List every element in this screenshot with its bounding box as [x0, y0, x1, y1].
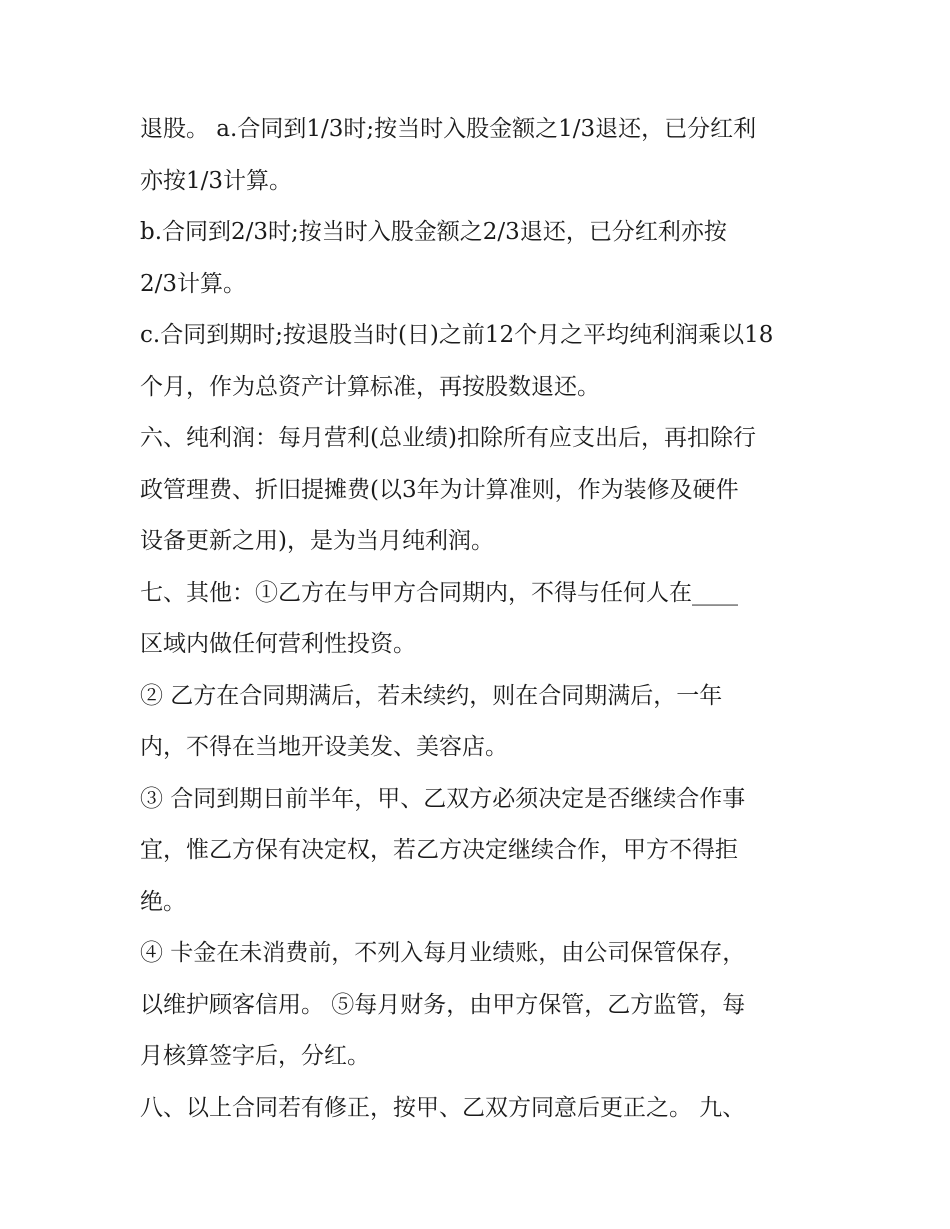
text-line: 七、其他：①乙方在与甲方合同期内，不得与任何人在____	[140, 579, 738, 606]
text-line: 2/3计算。	[140, 270, 247, 297]
text-line: 六、纯利润：每月营利(总业绩)扣除所有应支出后，再扣除行	[140, 425, 756, 451]
text-line: 八、以上合同若有修正，按甲、乙双方同意后更正之。 九、	[140, 1094, 746, 1121]
text-line: b.合同到2/3时;按当时入股金额之2/3退还，已分红利亦按	[140, 219, 727, 245]
text-line: ④ 卡金在未消费前，不列入每月业绩账，由公司保管保存，	[140, 940, 746, 966]
text-line: 个月，作为总资产计算标准，再按股数退还。	[140, 373, 600, 400]
text-line: 亦按1/3计算。	[140, 167, 293, 194]
text-line: 以维护顾客信用。 ⑤每月财务，由甲方保管，乙方监管，每	[140, 991, 746, 1018]
text-line: 区域内做任何营利性投资。	[140, 631, 416, 657]
text-line: 内，不得在当地开设美发、美容店。	[140, 734, 508, 760]
text-line: 绝。	[140, 888, 186, 915]
text-line: 月核算签字后，分红。	[140, 1043, 370, 1069]
text-line: c.合同到期时;按退股当时(日)之前12个月之平均纯利润乘以18	[140, 322, 774, 348]
text-line: 宜，惟乙方保有决定权，若乙方决定继续合作，甲方不得拒	[140, 837, 738, 863]
text-line: 设备更新之用)，是为当月纯利润。	[140, 528, 494, 554]
text-line: 政管理费、折旧提摊费(以3年为计算准则，作为装修及硬件	[140, 476, 739, 503]
text-line: 退股。 a.合同到1/3时;按当时入股金额之1/3退还，已分红利	[140, 116, 757, 142]
text-line: ② 乙方在合同期满后，若未续约，则在合同期满后，一年	[140, 682, 723, 709]
text-line: ③ 合同到期日前半年，甲、乙双方必须决定是否继续合作事	[140, 785, 746, 812]
contract-text-body	[140, 104, 830, 1134]
